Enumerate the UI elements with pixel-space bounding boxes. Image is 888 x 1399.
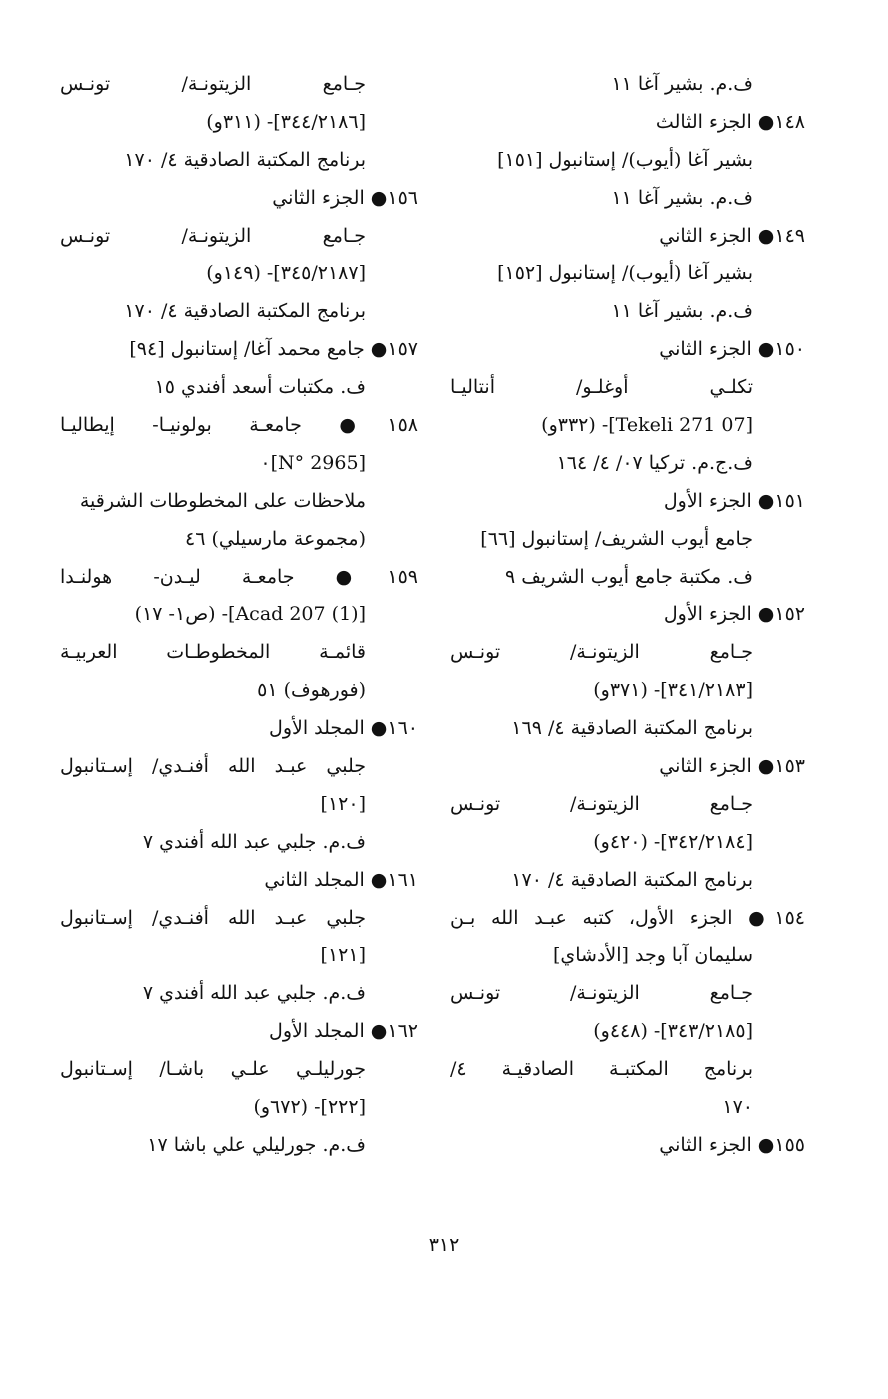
- page-number: ٣١٢: [428, 1234, 460, 1256]
- entry-heading: ١٥٤● الجزء الأول، كتبه عبـد الله بـن: [450, 906, 805, 929]
- entry-line: ف.م. جلبي عبد الله أفندي ٧: [142, 830, 366, 853]
- entry-heading: ١٤٩● الجزء الثاني: [659, 224, 805, 247]
- entry-line: ف.م. بشير آغا ١١: [611, 300, 753, 323]
- entry-line: (مجموعة مارسيلي) ٤٦: [184, 527, 366, 550]
- entry-line: ف. مكتبة جامع أيوب الشريف ٩: [504, 565, 753, 588]
- entry-line: جـامع الزيتونـة/ تونـس: [450, 641, 753, 664]
- entry-heading: ١٥٨● جامعـة بولونيـا- إيطاليـا: [60, 414, 418, 437]
- entry-heading: ١٥٥● الجزء الثاني: [659, 1133, 805, 1156]
- entry-heading: ١٦١● المجلد الثاني: [264, 868, 418, 891]
- entry-line: ١٧٠: [722, 1096, 753, 1119]
- entry-line: برنامج المكتبة الصادقية ٤/ ١٧٠: [511, 868, 753, 891]
- entry-heading: ١٦٠● المجلد الأول: [269, 717, 418, 740]
- entry-line: (فورهوف) ٥١: [257, 679, 366, 702]
- entry-line: ملاحظات على المخطوطات الشرقية: [79, 489, 366, 512]
- entry-line: بشير آغا (أيوب)/ إستانبول [١٥٢]: [497, 262, 753, 285]
- entry-line: برنامج المكتبة الصادقية ٤/ ١٧٠: [124, 148, 366, 171]
- entry-heading: ١٥٢● الجزء الأول: [663, 603, 805, 626]
- entry-line: ف. مكتبات أسعد أفندي ١٥: [154, 376, 366, 399]
- entry-line: قائمـة المخطوطـات العربيـة: [60, 641, 366, 664]
- right-column: [450, 66, 805, 1165]
- entry-line: ف.م. بشير آغا ١١: [611, 186, 753, 209]
- entry-line: جورليلـي علـي باشـا/ إسـتانبول: [60, 1058, 366, 1081]
- entry-line: [٣٤٥/٢١٨٧]- (١٤٩و): [206, 262, 366, 285]
- entry-heading: ١٤٨● الجزء الثالث: [655, 110, 805, 133]
- entry-line: تكلـي أوغلـو/ أنتاليـا: [450, 376, 753, 399]
- entry-line: جلبي عبـد الله أفنـدي/ إسـتانبول: [60, 755, 366, 778]
- entry-line: جلبي عبـد الله أفنـدي/ إسـتانبول: [60, 906, 366, 929]
- entry-line: [٣٤١/٢١٨٣]- (٣٧١و): [593, 679, 753, 702]
- entry-line: بشير آغا (أيوب)/ إستانبول [١٥١]: [497, 148, 753, 171]
- entry-heading: ١٦٢● المجلد الأول: [269, 1020, 418, 1043]
- entry-line: جـامع الزيتونـة/ تونـس: [450, 982, 753, 1005]
- entry-line: ف.ج.م. تركيا ٠٧/ ٤/ ١٦٤: [556, 451, 753, 474]
- entry-line: [١٢٠]: [320, 792, 366, 815]
- entry-line: برنامج المكتبة الصادقية ٤/ ١٦٩: [511, 717, 753, 740]
- entry-heading: ١٥٦● الجزء الثاني: [272, 186, 418, 209]
- entry-line: [Acad 207 (1)]- (ص١- ١٧): [134, 603, 366, 626]
- entry-line: [07 Tekeli 271]- (٣٣٢و): [541, 414, 753, 437]
- entry-line: جـامع الزيتونـة/ تونـس: [60, 224, 366, 247]
- entry-heading: ١٥٩● جامعـة ليـدن- هولنـدا: [60, 565, 418, 588]
- entry-line: [١٢١]: [320, 944, 366, 967]
- entry-line: [٣٤٤/٢١٨٦]- (٣١١و): [206, 110, 366, 133]
- entry-line: جـامع الزيتونـة/ تونـس: [60, 73, 366, 95]
- entry-line: [N° 2965]٠: [260, 451, 366, 474]
- entry-line: جامع أيوب الشريف/ إستانبول [٦٦]: [480, 527, 753, 550]
- entry-line: ف.م. جلبي عبد الله أفندي ٧: [142, 982, 366, 1005]
- entry-heading: ١٥١● الجزء الأول: [663, 489, 805, 512]
- entry-heading: ١٥٠● الجزء الثاني: [659, 338, 805, 361]
- entry-line: جـامع الزيتونـة/ تونـس: [450, 792, 753, 815]
- entry-line: برنامج المكتبـة الصادقيـة ٤/: [450, 1058, 753, 1081]
- entry-line: برنامج المكتبة الصادقية ٤/ ١٧٠: [124, 300, 366, 323]
- left-column: [60, 66, 418, 1165]
- entry-heading: ١٥٣● الجزء الثاني: [659, 755, 805, 778]
- entry-line: [٣٤٢/٢١٨٤]- (٤٢٠و): [593, 830, 753, 853]
- entry-line: سليمان آبا وجد [الأدشاي]: [552, 944, 753, 967]
- entry-line: [٢٢٢]- (٦٧٢و): [253, 1096, 366, 1119]
- entry-line: ف.م. جورليلي علي باشا ١٧: [147, 1133, 366, 1156]
- entry-heading: ١٥٧● جامع محمد آغا/ إستانبول [٩٤]: [129, 338, 418, 361]
- entry-line: ف.م. بشير آغا ١١: [611, 73, 753, 95]
- entry-line: [٣٤٣/٢١٨٥]- (٤٤٨و): [593, 1020, 753, 1043]
